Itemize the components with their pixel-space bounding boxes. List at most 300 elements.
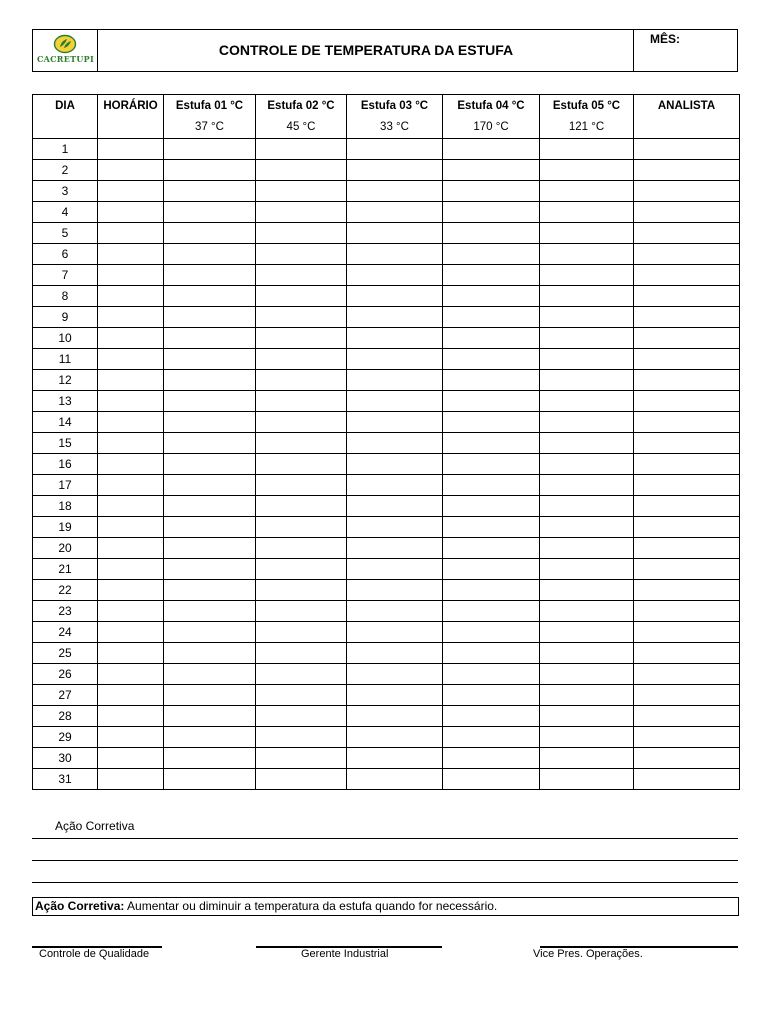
oven-04-cell[interactable]: [443, 643, 540, 664]
analyst-cell[interactable]: [634, 517, 740, 538]
oven-02-cell[interactable]: [256, 685, 347, 706]
oven-01-cell[interactable]: [164, 643, 256, 664]
temperature-table: [32, 94, 740, 790]
day-number: 31: [33, 769, 98, 790]
signature-manager: Gerente Industrial: [301, 948, 389, 960]
time-cell[interactable]: [98, 160, 164, 181]
target-temp-time: [98, 117, 164, 139]
time-cell[interactable]: [98, 181, 164, 202]
table-row: [33, 496, 740, 517]
oven-04-cell[interactable]: [443, 370, 540, 391]
oven-05-cell[interactable]: [540, 643, 634, 664]
oven-02-cell[interactable]: [256, 643, 347, 664]
oven-04-cell[interactable]: [443, 580, 540, 601]
oven-04-cell[interactable]: [443, 391, 540, 412]
analyst-cell[interactable]: [634, 370, 740, 391]
oven-05-cell[interactable]: [540, 748, 634, 769]
oven-01-cell[interactable]: [164, 328, 256, 349]
oven-02-cell[interactable]: [256, 622, 347, 643]
target-temp-oven-03: 33 °C: [347, 117, 443, 139]
oven-01-cell[interactable]: [164, 685, 256, 706]
oven-05-cell[interactable]: [540, 769, 634, 790]
day-number: 14: [33, 412, 98, 433]
oven-05-cell[interactable]: [540, 181, 634, 202]
oven-05-cell[interactable]: [540, 622, 634, 643]
oven-05-cell[interactable]: [540, 307, 634, 328]
target-temp-oven-01: 37 °C: [164, 117, 256, 139]
day-number: 3: [33, 181, 98, 202]
corrective-line-2[interactable]: [32, 860, 738, 861]
oven-02-cell[interactable]: [256, 538, 347, 559]
oven-03-cell[interactable]: [347, 223, 443, 244]
day-number: 9: [33, 307, 98, 328]
analyst-cell[interactable]: [634, 391, 740, 412]
target-temp-oven-04: 170 °C: [443, 117, 540, 139]
oven-03-cell[interactable]: [347, 160, 443, 181]
oven-01-cell[interactable]: [164, 202, 256, 223]
time-cell[interactable]: [98, 496, 164, 517]
oven-02-cell[interactable]: [256, 559, 347, 580]
day-number: 2: [33, 160, 98, 181]
analyst-cell[interactable]: [634, 580, 740, 601]
oven-05-cell[interactable]: [540, 412, 634, 433]
oven-02-cell[interactable]: [256, 517, 347, 538]
analyst-cell[interactable]: [634, 664, 740, 685]
time-cell[interactable]: [98, 559, 164, 580]
oven-03-cell[interactable]: [347, 559, 443, 580]
table-row: [33, 769, 740, 790]
column-header-oven-01: Estufa 01 °C: [164, 95, 256, 117]
time-cell[interactable]: [98, 706, 164, 727]
oven-04-cell[interactable]: [443, 685, 540, 706]
table-row: [33, 223, 740, 244]
oven-02-cell[interactable]: [256, 370, 347, 391]
analyst-cell[interactable]: [634, 769, 740, 790]
oven-05-cell[interactable]: [540, 475, 634, 496]
oven-03-cell[interactable]: [347, 370, 443, 391]
oven-03-cell[interactable]: [347, 307, 443, 328]
analyst-cell[interactable]: [634, 475, 740, 496]
oven-02-cell[interactable]: [256, 496, 347, 517]
time-cell[interactable]: [98, 601, 164, 622]
oven-02-cell[interactable]: [256, 727, 347, 748]
day-rows: [33, 139, 740, 790]
analyst-cell[interactable]: [634, 643, 740, 664]
oven-04-cell[interactable]: [443, 265, 540, 286]
oven-03-cell[interactable]: [347, 580, 443, 601]
time-cell[interactable]: [98, 538, 164, 559]
oven-05-cell[interactable]: [540, 139, 634, 160]
oven-01-cell[interactable]: [164, 538, 256, 559]
oven-02-cell[interactable]: [256, 139, 347, 160]
analyst-cell[interactable]: [634, 286, 740, 307]
oven-03-cell[interactable]: [347, 475, 443, 496]
table-row: [33, 517, 740, 538]
corrective-line-1[interactable]: [32, 838, 738, 839]
table-row: [33, 139, 740, 160]
oven-05-cell[interactable]: [540, 223, 634, 244]
time-cell[interactable]: [98, 265, 164, 286]
oven-04-cell[interactable]: [443, 538, 540, 559]
oven-02-cell[interactable]: [256, 160, 347, 181]
table-row: [33, 643, 740, 664]
month-field[interactable]: [633, 30, 737, 71]
column-header-analyst: ANALISTA: [634, 95, 740, 117]
table-row: [33, 412, 740, 433]
day-number: 11: [33, 349, 98, 370]
time-cell[interactable]: [98, 307, 164, 328]
logo: [33, 30, 98, 71]
time-cell[interactable]: [98, 622, 164, 643]
oven-04-cell[interactable]: [443, 328, 540, 349]
oven-01-cell[interactable]: [164, 622, 256, 643]
day-number: 23: [33, 601, 98, 622]
analyst-cell[interactable]: [634, 433, 740, 454]
day-number: 6: [33, 244, 98, 265]
table-row: [33, 580, 740, 601]
oven-05-cell[interactable]: [540, 706, 634, 727]
oven-03-cell[interactable]: [347, 706, 443, 727]
oven-03-cell[interactable]: [347, 244, 443, 265]
analyst-cell[interactable]: [634, 706, 740, 727]
oven-04-cell[interactable]: [443, 475, 540, 496]
oven-03-cell[interactable]: [347, 349, 443, 370]
column-header-oven-03: Estufa 03 °C: [347, 95, 443, 117]
oven-01-cell[interactable]: [164, 412, 256, 433]
time-cell[interactable]: [98, 643, 164, 664]
analyst-cell[interactable]: [634, 265, 740, 286]
time-cell[interactable]: [98, 202, 164, 223]
oven-04-cell[interactable]: [443, 769, 540, 790]
oven-04-cell[interactable]: [443, 517, 540, 538]
oven-02-cell[interactable]: [256, 391, 347, 412]
oven-05-cell[interactable]: [540, 664, 634, 685]
time-cell[interactable]: [98, 685, 164, 706]
oven-05-cell[interactable]: [540, 286, 634, 307]
note-text: Aumentar ou diminuir a temperatura da estufa quando for necessário.: [124, 899, 498, 913]
time-cell[interactable]: [98, 580, 164, 601]
oven-02-cell[interactable]: [256, 286, 347, 307]
analyst-cell[interactable]: [634, 454, 740, 475]
oven-05-cell[interactable]: [540, 727, 634, 748]
oven-04-cell[interactable]: [443, 433, 540, 454]
oven-04-cell[interactable]: [443, 601, 540, 622]
oven-04-cell[interactable]: [443, 664, 540, 685]
oven-01-cell[interactable]: [164, 475, 256, 496]
oven-04-cell[interactable]: [443, 559, 540, 580]
analyst-cell[interactable]: [634, 601, 740, 622]
oven-01-cell[interactable]: [164, 454, 256, 475]
analyst-cell[interactable]: [634, 496, 740, 517]
oven-05-cell[interactable]: [540, 496, 634, 517]
oven-02-cell[interactable]: [256, 412, 347, 433]
column-header-oven-02: Estufa 02 °C: [256, 95, 347, 117]
time-cell[interactable]: [98, 475, 164, 496]
oven-02-cell[interactable]: [256, 706, 347, 727]
oven-03-cell[interactable]: [347, 286, 443, 307]
day-number: 22: [33, 580, 98, 601]
analyst-cell[interactable]: [634, 328, 740, 349]
analyst-cell[interactable]: [634, 139, 740, 160]
oven-05-cell[interactable]: [540, 328, 634, 349]
oven-04-cell[interactable]: [443, 454, 540, 475]
day-number: 4: [33, 202, 98, 223]
oven-05-cell[interactable]: [540, 265, 634, 286]
oven-03-cell[interactable]: [347, 412, 443, 433]
day-number: 5: [33, 223, 98, 244]
oven-05-cell[interactable]: [540, 244, 634, 265]
oven-01-cell[interactable]: [164, 433, 256, 454]
oven-02-cell[interactable]: [256, 244, 347, 265]
oven-02-cell[interactable]: [256, 328, 347, 349]
day-number: 8: [33, 286, 98, 307]
day-number: 7: [33, 265, 98, 286]
oven-04-cell[interactable]: [443, 244, 540, 265]
oven-03-cell[interactable]: [347, 769, 443, 790]
oven-04-cell[interactable]: [443, 706, 540, 727]
time-cell[interactable]: [98, 454, 164, 475]
analyst-cell[interactable]: [634, 307, 740, 328]
oven-03-cell[interactable]: [347, 601, 443, 622]
column-header-day: DIA: [33, 95, 98, 117]
oven-02-cell[interactable]: [256, 202, 347, 223]
time-cell[interactable]: [98, 349, 164, 370]
oven-04-cell[interactable]: [443, 412, 540, 433]
column-header-row: [33, 95, 740, 117]
oven-02-cell[interactable]: [256, 181, 347, 202]
oven-01-cell[interactable]: [164, 370, 256, 391]
oven-01-cell[interactable]: [164, 391, 256, 412]
corrective-action-label: Ação Corretiva: [55, 819, 135, 833]
corrective-action-note: [32, 897, 739, 916]
oven-02-cell[interactable]: [256, 307, 347, 328]
oven-01-cell[interactable]: [164, 160, 256, 181]
oven-03-cell[interactable]: [347, 685, 443, 706]
time-cell[interactable]: [98, 244, 164, 265]
day-number: 25: [33, 643, 98, 664]
oven-01-cell[interactable]: [164, 706, 256, 727]
oven-02-cell[interactable]: [256, 580, 347, 601]
oven-02-cell[interactable]: [256, 748, 347, 769]
oven-04-cell[interactable]: [443, 223, 540, 244]
oven-01-cell[interactable]: [164, 349, 256, 370]
oven-04-cell[interactable]: [443, 349, 540, 370]
oven-02-cell[interactable]: [256, 433, 347, 454]
oven-03-cell[interactable]: [347, 622, 443, 643]
oven-03-cell[interactable]: [347, 748, 443, 769]
time-cell[interactable]: [98, 412, 164, 433]
analyst-cell[interactable]: [634, 559, 740, 580]
table-row: [33, 307, 740, 328]
table-row: [33, 622, 740, 643]
time-cell[interactable]: [98, 433, 164, 454]
oven-03-cell[interactable]: [347, 265, 443, 286]
oven-01-cell[interactable]: [164, 580, 256, 601]
table-row: [33, 286, 740, 307]
oven-05-cell[interactable]: [540, 601, 634, 622]
oven-02-cell[interactable]: [256, 454, 347, 475]
oven-02-cell[interactable]: [256, 223, 347, 244]
oven-03-cell[interactable]: [347, 454, 443, 475]
time-cell[interactable]: [98, 370, 164, 391]
oven-02-cell[interactable]: [256, 664, 347, 685]
time-cell[interactable]: [98, 328, 164, 349]
target-temp-oven-02: 45 °C: [256, 117, 347, 139]
oven-01-cell[interactable]: [164, 748, 256, 769]
analyst-cell[interactable]: [634, 349, 740, 370]
table-row: [33, 475, 740, 496]
oven-03-cell[interactable]: [347, 328, 443, 349]
target-temp-analyst: [634, 117, 740, 139]
analyst-cell[interactable]: [634, 202, 740, 223]
time-cell[interactable]: [98, 139, 164, 160]
day-number: 12: [33, 370, 98, 391]
leaf-logo-icon: [53, 34, 77, 54]
analyst-cell[interactable]: [634, 412, 740, 433]
oven-03-cell[interactable]: [347, 391, 443, 412]
oven-04-cell[interactable]: [443, 727, 540, 748]
oven-04-cell[interactable]: [443, 139, 540, 160]
oven-01-cell[interactable]: [164, 265, 256, 286]
oven-01-cell[interactable]: [164, 223, 256, 244]
oven-04-cell[interactable]: [443, 748, 540, 769]
target-temperature-row: [33, 117, 740, 139]
table-row: [33, 454, 740, 475]
oven-04-cell[interactable]: [443, 496, 540, 517]
oven-02-cell[interactable]: [256, 769, 347, 790]
oven-02-cell[interactable]: [256, 349, 347, 370]
oven-03-cell[interactable]: [347, 181, 443, 202]
oven-05-cell[interactable]: [540, 370, 634, 391]
time-cell[interactable]: [98, 286, 164, 307]
logo-text: CACRETUPI: [36, 54, 95, 64]
oven-04-cell[interactable]: [443, 286, 540, 307]
analyst-cell[interactable]: [634, 748, 740, 769]
table-row: [33, 727, 740, 748]
table-row: [33, 601, 740, 622]
table-row: [33, 202, 740, 223]
oven-03-cell[interactable]: [347, 538, 443, 559]
day-number: 29: [33, 727, 98, 748]
table-row: [33, 685, 740, 706]
day-number: 18: [33, 496, 98, 517]
analyst-cell[interactable]: [634, 160, 740, 181]
oven-01-cell[interactable]: [164, 307, 256, 328]
time-cell[interactable]: [98, 391, 164, 412]
oven-05-cell[interactable]: [540, 202, 634, 223]
table-row: [33, 433, 740, 454]
column-header-time: HORÁRIO: [98, 95, 164, 117]
analyst-cell[interactable]: [634, 622, 740, 643]
oven-05-cell[interactable]: [540, 580, 634, 601]
oven-03-cell[interactable]: [347, 433, 443, 454]
oven-05-cell[interactable]: [540, 517, 634, 538]
table-row: [33, 748, 740, 769]
day-number: 15: [33, 433, 98, 454]
day-number: 20: [33, 538, 98, 559]
oven-01-cell[interactable]: [164, 769, 256, 790]
oven-01-cell[interactable]: [164, 181, 256, 202]
oven-05-cell[interactable]: [540, 349, 634, 370]
day-number: 30: [33, 748, 98, 769]
time-cell[interactable]: [98, 517, 164, 538]
day-number: 24: [33, 622, 98, 643]
oven-02-cell[interactable]: [256, 475, 347, 496]
signature-vp: Vice Pres. Operações.: [533, 948, 643, 960]
month-label: MÊS:: [650, 32, 680, 46]
time-cell[interactable]: [98, 769, 164, 790]
oven-01-cell[interactable]: [164, 601, 256, 622]
oven-03-cell[interactable]: [347, 517, 443, 538]
oven-01-cell[interactable]: [164, 559, 256, 580]
oven-01-cell[interactable]: [164, 244, 256, 265]
target-temp-day: [33, 117, 98, 139]
analyst-cell[interactable]: [634, 223, 740, 244]
time-cell[interactable]: [98, 223, 164, 244]
time-cell[interactable]: [98, 664, 164, 685]
corrective-line-3[interactable]: [32, 882, 738, 883]
oven-01-cell[interactable]: [164, 727, 256, 748]
time-cell[interactable]: [98, 727, 164, 748]
day-number: 13: [33, 391, 98, 412]
oven-05-cell[interactable]: [540, 454, 634, 475]
oven-01-cell[interactable]: [164, 496, 256, 517]
oven-01-cell[interactable]: [164, 517, 256, 538]
oven-04-cell[interactable]: [443, 160, 540, 181]
day-number: 19: [33, 517, 98, 538]
oven-05-cell[interactable]: [540, 160, 634, 181]
table-row: [33, 244, 740, 265]
table-row: [33, 706, 740, 727]
oven-05-cell[interactable]: [540, 685, 634, 706]
oven-05-cell[interactable]: [540, 391, 634, 412]
oven-05-cell[interactable]: [540, 538, 634, 559]
page-title: CONTROLE DE TEMPERATURA DA ESTUFA: [218, 42, 514, 58]
form-header: [32, 29, 738, 72]
table-row: [33, 391, 740, 412]
oven-03-cell[interactable]: [347, 202, 443, 223]
oven-01-cell[interactable]: [164, 286, 256, 307]
oven-02-cell[interactable]: [256, 265, 347, 286]
oven-04-cell[interactable]: [443, 202, 540, 223]
oven-04-cell[interactable]: [443, 622, 540, 643]
analyst-cell[interactable]: [634, 727, 740, 748]
oven-01-cell[interactable]: [164, 664, 256, 685]
table-row: [33, 349, 740, 370]
oven-01-cell[interactable]: [164, 139, 256, 160]
oven-03-cell[interactable]: [347, 139, 443, 160]
oven-05-cell[interactable]: [540, 559, 634, 580]
oven-04-cell[interactable]: [443, 307, 540, 328]
day-number: 27: [33, 685, 98, 706]
analyst-cell[interactable]: [634, 538, 740, 559]
oven-04-cell[interactable]: [443, 181, 540, 202]
analyst-cell[interactable]: [634, 685, 740, 706]
column-header-oven-04: Estufa 04 °C: [443, 95, 540, 117]
day-number: 16: [33, 454, 98, 475]
oven-05-cell[interactable]: [540, 433, 634, 454]
day-number: 17: [33, 475, 98, 496]
oven-03-cell[interactable]: [347, 664, 443, 685]
signature-quality: Controle de Qualidade: [39, 948, 150, 960]
analyst-cell[interactable]: [634, 181, 740, 202]
time-cell[interactable]: [98, 748, 164, 769]
oven-02-cell[interactable]: [256, 601, 347, 622]
analyst-cell[interactable]: [634, 244, 740, 265]
oven-03-cell[interactable]: [347, 496, 443, 517]
oven-03-cell[interactable]: [347, 643, 443, 664]
oven-03-cell[interactable]: [347, 727, 443, 748]
